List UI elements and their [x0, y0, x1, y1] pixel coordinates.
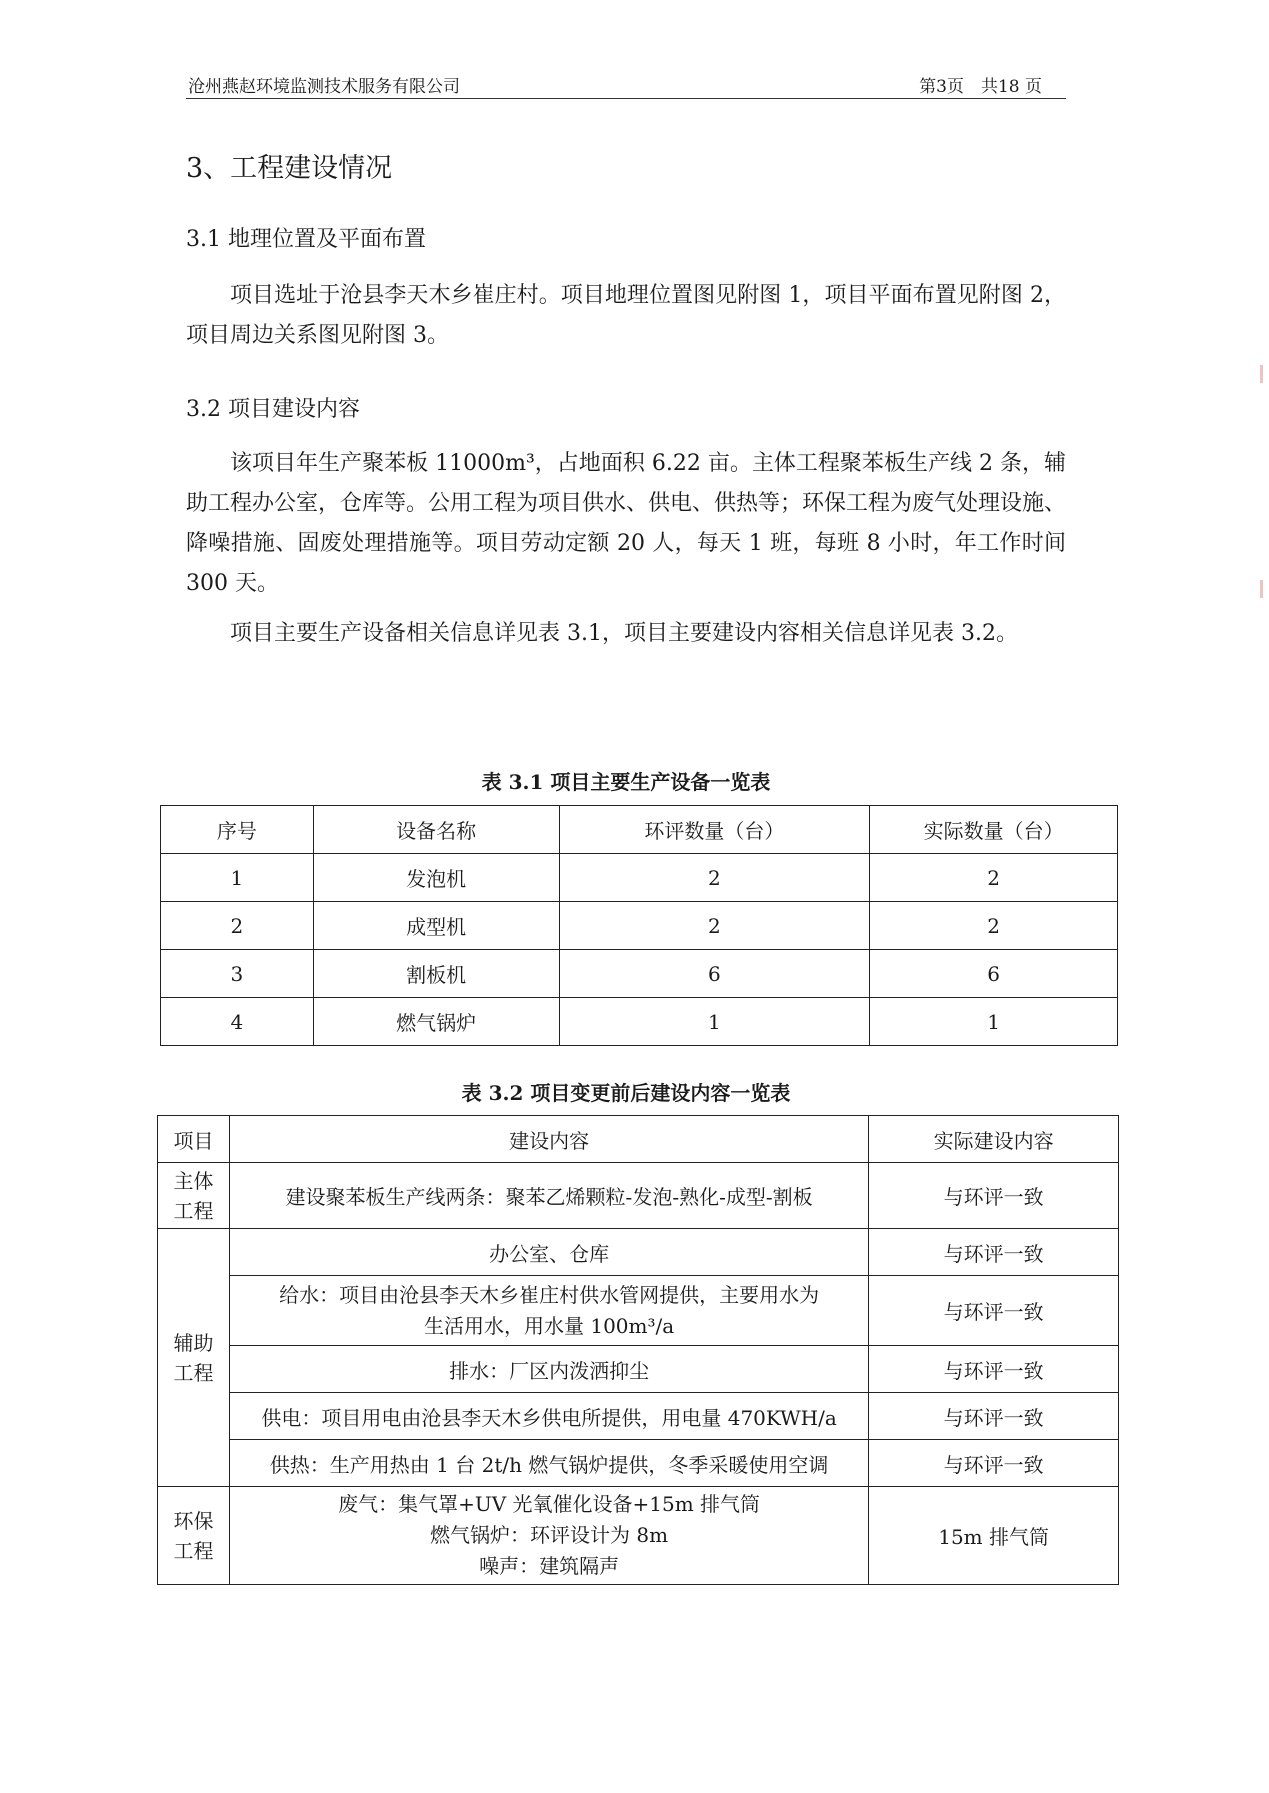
actual-cell: 与环评一致	[869, 1346, 1119, 1393]
table-row	[161, 950, 1118, 998]
table-cell: 1	[559, 998, 870, 1046]
table-row-main	[158, 1163, 1119, 1229]
table-cell: 成型机	[313, 902, 559, 950]
header-cell: 序号	[161, 806, 314, 854]
content-cell: 给水：项目由沧县李天木乡崔庄村供水管网提供，主要用水为 生活用水，用水量 100m³/a	[229, 1276, 868, 1346]
table-row	[158, 1229, 1119, 1276]
content-cell: 供热：生产用热由 1 台 2t/h 燃气锅炉提供，冬季采暖使用空调	[229, 1440, 868, 1487]
category-cell: 环保 工程	[158, 1487, 230, 1585]
subsection-title-3-2: 3.2 项目建设内容	[186, 397, 360, 422]
table-row	[161, 854, 1118, 902]
table-row	[158, 1346, 1119, 1393]
table-cell: 2	[559, 854, 870, 902]
table-cell: 1	[870, 998, 1118, 1046]
table-caption-3-1: 表 3.1 项目主要生产设备一览表	[481, 770, 771, 794]
table-cell: 3	[161, 950, 314, 998]
scan-mark	[1260, 365, 1263, 383]
subsection-title-3-1: 3.1 地理位置及平面布置	[186, 227, 426, 252]
table-row	[161, 998, 1118, 1046]
company-name: 沧州燕赵环境监测技术服务有限公司	[188, 77, 460, 97]
actual-cell: 与环评一致	[869, 1393, 1119, 1440]
category-cell: 主体 工程	[158, 1163, 230, 1229]
construction-table	[157, 1115, 1119, 1585]
content-cell: 排水：厂区内泼洒抑尘	[229, 1346, 868, 1393]
content-cell: 供电：项目用电由沧县李天木乡供电所提供，用电量 470KWH/a	[229, 1393, 868, 1440]
location-text: 项目选址于沧县李天木乡崔庄村。项目地理位置图见附图 1，项目平面布置见附图 2，项目周边关系图见附图 3。	[186, 283, 1066, 348]
table-cell: 4	[161, 998, 314, 1046]
content-cell: 办公室、仓库	[229, 1229, 868, 1276]
table-cell: 2	[559, 902, 870, 950]
table-cell: 6	[870, 950, 1118, 998]
actual-cell: 与环评一致	[869, 1276, 1119, 1346]
actual-cell: 与环评一致	[869, 1440, 1119, 1487]
table-cell: 6	[559, 950, 870, 998]
header-cell: 实际数量（台）	[870, 806, 1118, 854]
actual-cell: 与环评一致	[869, 1229, 1119, 1276]
scan-mark	[1260, 580, 1263, 598]
content-cell: 废气：集气罩+UV 光氧催化设备+15m 排气筒 燃气锅炉：环评设计为 8m 噪声：建筑隔声	[229, 1487, 868, 1585]
table-cell: 2	[161, 902, 314, 950]
table-cell: 发泡机	[313, 854, 559, 902]
paragraph-content	[186, 444, 1066, 654]
header-cell: 建设内容	[229, 1116, 868, 1163]
table-cell: 燃气锅炉	[313, 998, 559, 1046]
actual-cell: 与环评一致	[869, 1163, 1119, 1229]
table-row	[158, 1393, 1119, 1440]
table-row	[158, 1276, 1119, 1346]
category-cell: 辅助 工程	[158, 1229, 230, 1487]
table-caption-3-2: 表 3.2 项目变更前后建设内容一览表	[461, 1081, 791, 1105]
table-row	[161, 902, 1118, 950]
content-cell: 建设聚苯板生产线两条：聚苯乙烯颗粒-发泡-熟化-成型-割板	[229, 1163, 868, 1229]
header-cell: 设备名称	[313, 806, 559, 854]
content-text-1: 该项目年生产聚苯板 11000m³，占地面积 6.22 亩。主体工程聚苯板生产线 2 条，辅助工程办公室，仓库等。公用工程为项目供水、供电、供热等；环保工程为废气处理设施、降噪措施、固废处理措施等。项目劳动定额 20 人，每天 1 班，每班 8 小时，年工作时间 300 天。	[186, 451, 1067, 596]
table-cell: 割板机	[313, 950, 559, 998]
equipment-table	[160, 805, 1118, 1046]
header-cell: 环评数量（台）	[559, 806, 870, 854]
table-row	[158, 1440, 1119, 1487]
table-cell: 2	[870, 854, 1118, 902]
header-cell: 实际建设内容	[869, 1116, 1119, 1163]
table-row-env	[158, 1487, 1119, 1585]
section-title: 3、工程建设情况	[186, 153, 393, 184]
actual-cell: 15m 排气筒	[869, 1487, 1119, 1585]
table-cell: 1	[161, 854, 314, 902]
page-number: 第3页 共18 页	[919, 77, 1042, 97]
page-header	[186, 70, 1066, 99]
content-text-2: 项目主要生产设备相关信息详见表 3.1，项目主要建设内容相关信息详见表 3.2。	[230, 621, 1018, 646]
header-cell: 项目	[158, 1116, 230, 1163]
paragraph-location	[186, 276, 1066, 356]
table-header-row	[161, 806, 1118, 854]
table-header-row	[158, 1116, 1119, 1163]
table-cell: 2	[870, 902, 1118, 950]
